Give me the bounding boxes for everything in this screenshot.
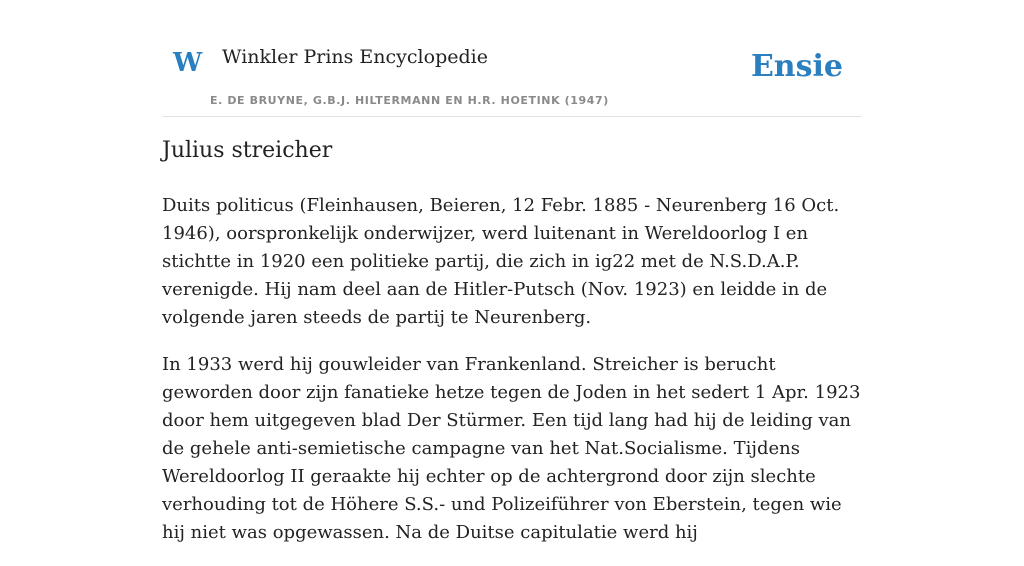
article-paragraph: In 1933 werd hij gouwleider van Frankenland. Streicher is berucht geworden door zijn fanatieke hetze tegen de Joden in het sedert 1 Apr. 1923 door hem uitgegeven blad Der Stürmer. Een tijd lang had hij de leiding van de gehele anti-semietische campagne van het Nat.Socialisme. Tijdens Wereldoorlog II geraakte hij echter op de achtergrond door zijn slechte verhouding tot de Höhere S.S.- und Polizeiführer von Eberstein, tegen wie hij niet was opgewassen. Na de Duitse capitulatie werd hij [162, 354, 861, 543]
article-paragraph: Duits politicus (Fleinhausen, Beieren, 12 Febr. 1885 - Neurenberg 16 Oct. 1946), oorspronkelijk onderwijzer, werd luitenant in Wereldoorlog I en stichtte in 1920 een politieke partij, die zich in ig22 met de N.S.D.A.P. verenigde. Hij nam deel aan de Hitler-Putsch (Nov. 1923) en leidde in de volgende jaren steeds de partij te Neurenberg. [162, 195, 840, 328]
encyclopedia-title[interactable]: Winkler Prins Encyclopedie [222, 46, 488, 68]
site-header [162, 0, 862, 117]
ensie-logo[interactable]: Ensie [750, 49, 843, 84]
encyclopedia-authors: E. DE BRUYNE, G.B.J. HILTERMANN EN H.R. HOETINK (1947) [210, 94, 609, 107]
article-body [162, 192, 866, 566]
article-title: Julius streicher [162, 138, 333, 163]
winkler-prins-logo[interactable]: W [173, 48, 203, 78]
